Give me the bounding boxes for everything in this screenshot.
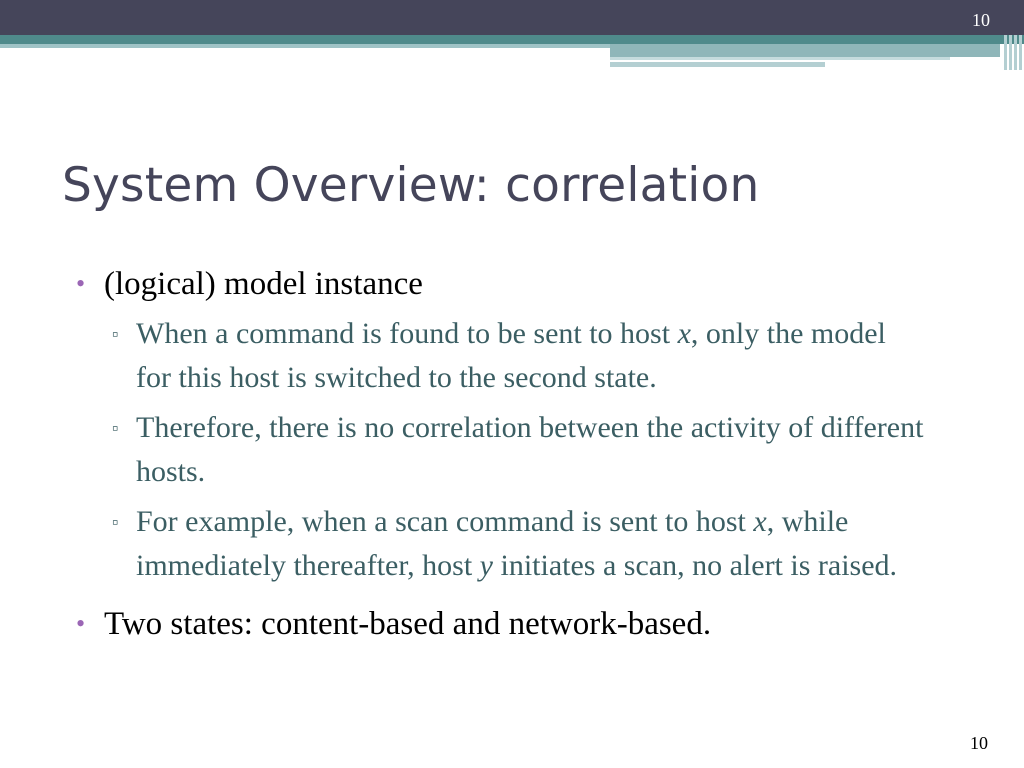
slide-title: System Overview: correlation — [62, 158, 760, 213]
bullet-item — [74, 262, 974, 306]
sub-bullet-item — [74, 500, 926, 588]
variable-y: y — [479, 549, 493, 582]
sub-bullet-text: initiates a scan, no alert is raised. — [493, 549, 898, 582]
sub-bullet-text: , only the model for this host is switched to the second state. — [136, 317, 886, 394]
bullet-dot-icon: • — [76, 269, 86, 298]
header-stripe-band — [610, 44, 1000, 57]
decorative-line — [1019, 35, 1022, 70]
header-stripe — [0, 35, 1024, 44]
sub-bullet-text: , while immediately thereafter, host — [136, 505, 849, 582]
decorative-line — [1014, 35, 1017, 70]
header-stripe-thin — [610, 57, 950, 60]
decorative-line — [1009, 35, 1012, 70]
variable-x: x — [677, 317, 691, 350]
sub-bullet-item — [74, 312, 926, 400]
square-bullet-icon: ▫ — [112, 512, 119, 532]
variable-x: x — [753, 505, 767, 538]
square-bullet-icon: ▫ — [112, 418, 119, 438]
bullet-text: Two states: content-based and network-based. — [104, 606, 712, 642]
bullet-dot-icon: • — [76, 609, 86, 638]
bullet-text: (logical) model instance — [104, 266, 423, 302]
slide-number-top: 10 — [972, 10, 990, 30]
header-stripe-light — [0, 44, 610, 48]
bullet-item — [74, 602, 974, 646]
header-stripe-short — [610, 62, 825, 67]
sub-bullet-text: For example, when a scan command is sent to host — [136, 505, 754, 538]
sub-bullet-text: When a command is found to be sent to host — [136, 317, 678, 350]
decorative-line — [1004, 35, 1007, 70]
slide-content — [74, 262, 974, 646]
sub-bullet-item — [74, 406, 926, 494]
square-bullet-icon: ▫ — [112, 324, 119, 344]
slide-number-bottom: 10 — [970, 733, 988, 753]
header-bar — [0, 0, 1024, 35]
sub-bullet-text: Therefore, there is no correlation between the activity of different hosts. — [136, 411, 924, 488]
